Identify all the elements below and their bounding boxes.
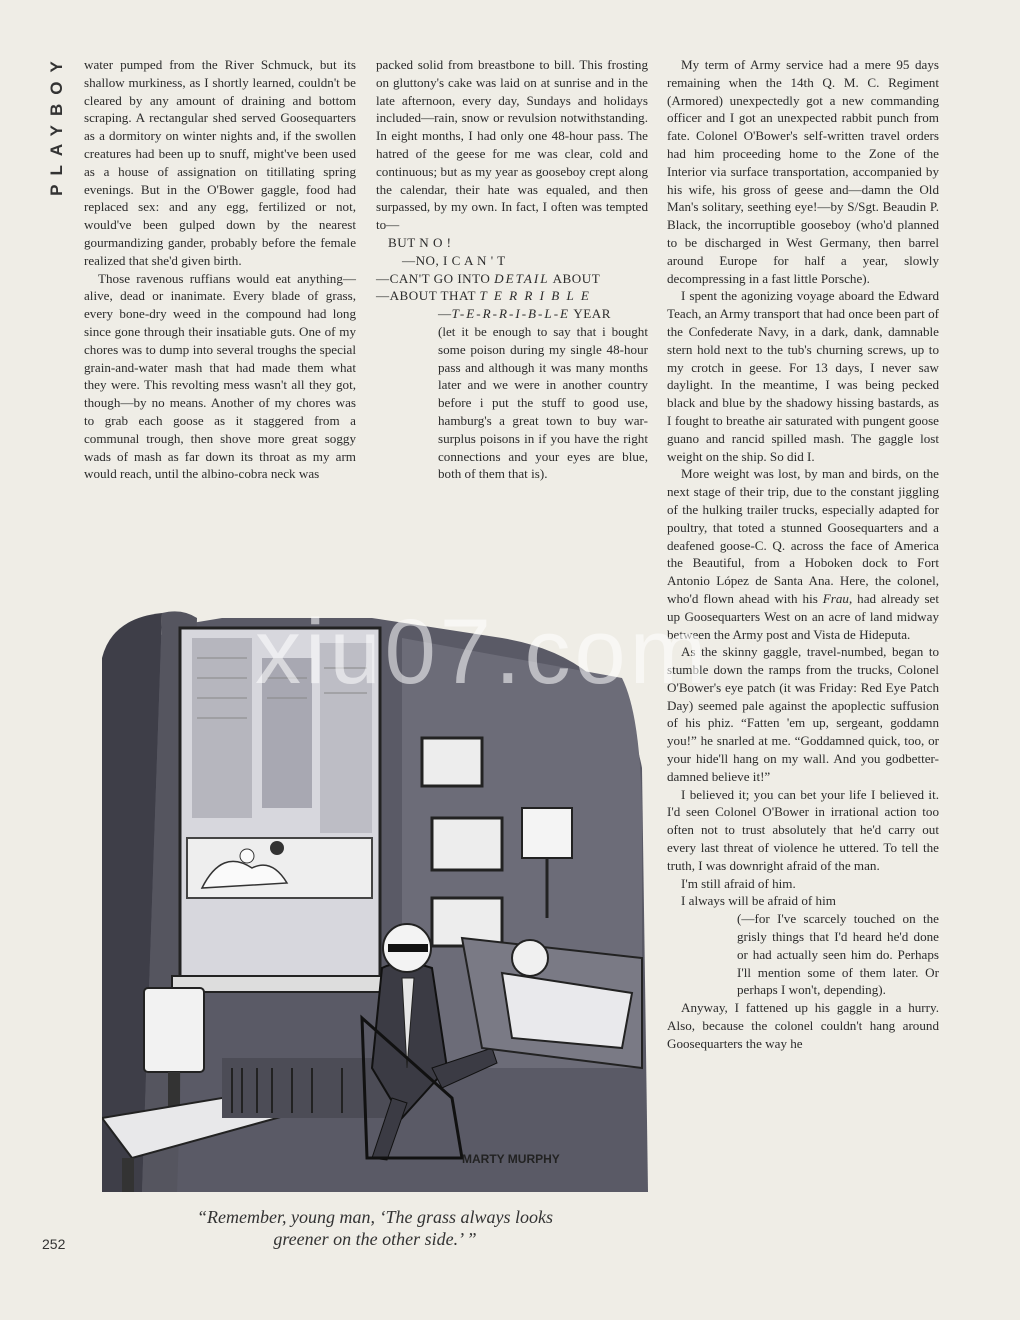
cartoon-caption xyxy=(110,1206,640,1250)
caption-line: greener on the other side.’ ” xyxy=(273,1229,477,1249)
paragraph: I believed it; you can bet your life I believed it. I'd seen Colonel O'Bower in irrational action too often not to trust absolutely that he'd carry out every last threat of violence he uttered. To tell the truth, I was downright afraid of the man. xyxy=(667,786,939,873)
paragraph: As the skinny gaggle, travel-numbed, began to stumble down the ramps from the trucks, Colonel O'Bower's eye patch (it was Friday: Red Eye Patch Day) seemed pale against the apoplectic suffusion of his phiz. “Fatten 'em up, sergeant, goddamn you!” he snarled at me. “Goddamned quick, too, or your hide'll hang on my wall. And you godbetter-damned believe it!” xyxy=(667,644,939,784)
paragraph: I'm still afraid of him. xyxy=(681,875,796,891)
exclamation-line: BUT N O ! xyxy=(388,234,452,250)
paragraph: I spent the agonizing voyage aboard the Edward Teach, an Army transport that had once been part of the Confederate Navy, in a dark, dank, damnable stern hold next to the tub's churning screws, up to my crotch in geese. For 13 days, I never saw daylight. In the meantime, I was being pecked black and blue by the shadowy hissing bastards, as I fought to breathe air saturated with pungent goose guano and rancid spilled mash. The gaggle lost weight on the ship. So did I. xyxy=(667,288,939,464)
paragraph: packed solid from breastbone to bill. This frosting on gluttony's cake was laid on at sunrise and in the late afternoon, every day, Sundays and holidays included—rain, snow or revulsion notwithstanding. In eight months, I had only one 48-hour pass. The hatred of the geese for me was clear, cold and continuous; but as my year as gooseboy crept along the calendar, their hate was equaled, and then surpassed, by my own. In fact, I often was tempted to— xyxy=(376,57,648,233)
paragraph: Those ravenous ruffians would eat anything—alive, dead or inanimate. Every blade of grass, every bone-dry weed in the compound had long since gone through their insatiable guts. One of my chores was to dump into several troughs the special grain-and-water mash that had made them what they were. This revolting mess wasn't all they got, though—by no means. Another of my chores was to grab each goose as it staggered from a communal trough, then shove more great soggy wads of mash as far down its throat as my arm would reach, until the albino-cobra neck was xyxy=(84,270,356,482)
exclamation-line: —CAN'T GO INTO DETAIL ABOUT xyxy=(376,270,601,286)
page-number: 252 xyxy=(42,1236,66,1252)
masthead xyxy=(42,44,72,204)
article-column-3 xyxy=(667,56,939,1053)
cartoon-drawing xyxy=(102,598,648,1192)
masthead-text: PLAYBOY xyxy=(47,52,66,196)
article-column-1 xyxy=(84,56,356,483)
watermark: xiu07.com xyxy=(255,601,711,703)
paragraph: My term of Army service had a mere 95 days remaining when the 14th Q. M. C. Regiment (Armored) unexpectedly got a new commanding officer and I got an unexpected rabbit punch from fate. Colonel O'Bower's self-written travel orders had him proceeding home to the Zone of the Interior via surface transportation, accompanied by his wife, his gross of geese and—damn the Old Man's solitary, seething eye!—by S/Sgt. Beaudin P. Black, the incorruptible gooseboy (who'd planned to be discharged in West Germany, then barrel around Europe for half a year, slowly decompressing in a fast little Porsche). xyxy=(667,57,939,286)
paragraph: I always will be afraid of him xyxy=(681,893,836,909)
paragraph: Anyway, I fattened up his gaggle in a hurry. Also, because the colonel couldn't hang around Goosequarters the way he xyxy=(667,1000,939,1051)
paragraph: water pumped from the River Schmuck, but its shallow murkiness, as I shortly learned, couldn't be cleared by any amount of draining and bottom scraping. A rectangular shed served Goosequarters as a dormitory on winter nights and, if the swollen creatures had been up to snuff, might've been used as a house of assignation on titillating spring evenings. But in the O'Bower gaggle, food had replaced sex: and any egg, fertilized or not, would've been gulped down by the nearest gourmandizing gander, probably before the female realized that she'd given birth. xyxy=(84,57,356,268)
paragraph: More weight was lost, by man and birds, on the next stage of their trip, due to the constant jiggling of the hulking trailer trucks, especially adapted for poultry, that toted a stunned Goosequarters and a deafened goose-C. Q. across the face of America the Beautiful, from a Hoboken dock to Fort Antonio López de Santa Ana. Here, the colonel, who'd flown ahead with his Frau, had already set up Goosequarters West on an acre of land midway between the Army post and Vista de Hideputa. xyxy=(667,466,939,642)
paragraph: (let it be enough to say that i bought some poison during my single 48-hour pass and although it was many months later and we were in another country before i put the stuff to good use, hamburg's a great town to buy war-surplus poisons in if you have the right connections and your eyes are blue, both of them that is). xyxy=(438,323,648,482)
exclamation-line: —NO, I C A N ' T xyxy=(402,252,506,268)
caption-line: “Remember, young man, ‘The grass always looks xyxy=(197,1207,553,1227)
artist-signature: MARTY MURPHY xyxy=(462,1152,560,1166)
cartoon-illustration xyxy=(102,598,648,1192)
article-column-2 xyxy=(376,56,648,483)
exclamation-line: —T-E-R-R-I-B-L-E YEAR xyxy=(438,306,611,322)
exclamation-line: —ABOUT THAT T E R R I B L E xyxy=(376,288,591,304)
paragraph: (—for I've scarcely touched on the grisly things that I'd heard he'd done or had actually seen him do. Perhaps I'll mention some of them later. Or perhaps I won't, depending). xyxy=(737,911,939,998)
